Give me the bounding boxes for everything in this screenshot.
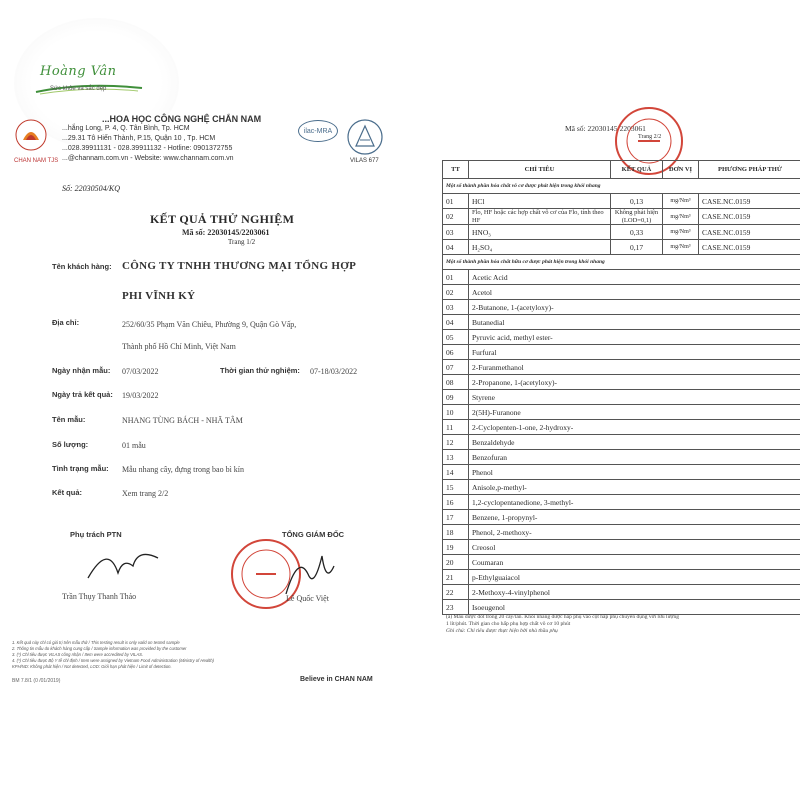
page-number-page2: Trang 2/2 (638, 134, 662, 140)
table-row: 15 Anisole,p-methyl- (443, 480, 800, 495)
header-result: KẾT QUẢ (611, 161, 663, 179)
lab-branch: ...29.31 Tô Hiến Thành, P.15, Quận 10 , Tp. HCM (62, 135, 216, 142)
sample-label: Tên mẫu: (52, 415, 86, 424)
lab-logo-label: CHAN NAM TJS (14, 158, 59, 164)
lab-web: ...@channam.com.vn - Website: www.channam.com.vn (62, 155, 234, 162)
ptn-signature-icon (78, 538, 168, 588)
returned-date: 19/03/2022 (122, 391, 159, 400)
director-label: TỔNG GIÁM ĐỐC (282, 530, 345, 539)
result-value: Xem trang 2/2 (122, 489, 169, 498)
returned-label: Ngày trả kết quả: (52, 390, 113, 399)
header-method: PHƯƠNG PHÁP THỬ (699, 161, 800, 179)
result-label: Kết quả: (52, 488, 82, 497)
address-line2: Thành phố Hồ Chí Minh, Việt Nam (122, 342, 236, 351)
table-row: 09 Styrene (443, 390, 800, 405)
brand-name: Hoàng Vân (40, 64, 117, 79)
table-row: 12 Benzaldehyde (443, 435, 800, 450)
address-label: Địa chỉ: (52, 318, 80, 327)
lab-header (62, 114, 261, 164)
header-tt: TT (443, 161, 469, 179)
test-period: 07-18/03/2022 (310, 367, 358, 376)
ptn-label: Phụ trách PTN (70, 530, 122, 539)
ilac-badge: ilac-MRA (298, 120, 338, 142)
lab-phones: ...028.39911131 - 028.39911132 - Hotline: 0901372755 (62, 145, 233, 152)
header-unit: ĐƠN VỊ (663, 161, 699, 179)
organic-rows (443, 270, 800, 615)
table-row: 07 2-Furanmethanol (443, 360, 800, 375)
section-inorganic: Một số thành phần hóa chất vô cơ được phát hiện trong khói nhang (443, 179, 800, 194)
table-row: 02 Flo, HF hoặc các hợp chất vô cơ của Flo, tính theo HF Không phát hiện (LOD=0,1) mg/Nm³ CASE.NC.0159 (443, 209, 800, 225)
section-organic: Một số thành phần hóa chất hữu cơ được phát hiện trong khói nhang (443, 255, 800, 270)
table-row: 14 Phenol (443, 465, 800, 480)
received-label: Ngày nhận mẫu: (52, 366, 111, 375)
table-row: 20 Coumaran (443, 555, 800, 570)
page-number: Trang 1/2 (228, 238, 256, 246)
quantity-label: Số lượng: (52, 440, 89, 449)
report-code-page2: Mã số: 22030145/2203061 (565, 124, 646, 133)
table-row: 01 Acetic Acid (443, 270, 800, 285)
table-row: 22 2-Methoxy-4-vinylphenol (443, 585, 800, 600)
table-row: 03 2-Butanone, 1-(acetyloxy)- (443, 300, 800, 315)
sample-state: Mẫu nhang cây, đựng trong bao bì kín (122, 465, 245, 474)
table-row: 08 2-Propanone, 1-(acetyloxy)- (443, 375, 800, 390)
table-row: 19 Creosol (443, 540, 800, 555)
table-row: 21 p-Ethylguaiacol (443, 570, 800, 585)
table-row: 23 Isoeugenol (443, 600, 800, 615)
note-1: (a) Mẫu được đốt trong 20 cây/lần. Khói nhang được hấp phụ vào cột hấp phụ chuyên dụng với lưu lượng (446, 614, 679, 620)
address-line1: 252/60/35 Phạm Văn Chiêu, Phường 9, Quận Gò Vấp, (122, 320, 297, 329)
note-3: Ghi chú: Chỉ tiêu được thực hiện bởi nhà thầu phụ (446, 628, 558, 634)
customer-name-line2: PHI VĨNH KÝ (122, 290, 196, 302)
note-2: 1 lít/phút. Thời gian cho hấp phụ hợp chất vô cơ 10 phút (446, 621, 571, 627)
header-criteria: CHỈ TIÊU (469, 161, 611, 179)
table-row: 18 Phenol, 2-methoxy- (443, 525, 800, 540)
table-row: 04 H₂SO₄ 0,17 mg/Nm³ CASE.NC.0159 (443, 240, 800, 255)
table-row: 01 HCl 0,13 mg/Nm³ CASE.NC.0159 (443, 194, 800, 209)
page-title: KẾT QUẢ THỬ NGHIỆM (150, 212, 295, 226)
footnotes: 1. Kết quả này chỉ có giá trị trên mẫu thử / This testing result is only valid on tested sample 2. Thông tin mẫu do khách hàng cung cấp / Sample information was provided by the customer 3. (*) Chỉ tiêu được VILAS công nhận / Item were accredited by VILAS. 4. (*) Chỉ tiêu được Bộ Y tế chỉ định / Item were assigned by Vietnam Food Administration (Ministry of Health) KPH/ND: Không phát hiện / Not detected, LOD: Giới hạn phát hiện / Limit of detection. (12, 640, 214, 669)
footer-slogan: Believe in CHAN NAM (300, 676, 373, 683)
chan-nam-logo-icon (14, 118, 48, 152)
customer-name-line1: CÔNG TY TNHH THƯƠNG MẠI TỔNG HỢP (122, 260, 357, 272)
table-row: 02 Acetol (443, 285, 800, 300)
customer-label: Tên khách hàng: (52, 262, 112, 271)
received-date: 07/03/2022 (122, 367, 159, 376)
ptn-name: Trần Thụy Thanh Thảo (62, 592, 137, 601)
report-code: Mã số: 22030145/2203061 (182, 228, 270, 237)
table-row: 17 Benzene, 1-propynyl- (443, 510, 800, 525)
table-row: 06 Furfural (443, 345, 800, 360)
vilas-badge-icon (346, 118, 384, 156)
table-notes (446, 614, 798, 635)
table-row: 10 2(5H)-Furanone (443, 405, 800, 420)
results-table (442, 160, 800, 615)
table-row: 03 HNO₃ 0,33 mg/Nm³ CASE.NC.0159 (443, 225, 800, 240)
quantity-value: 01 mẫu (122, 441, 146, 450)
table-row: 16 1,2-cyclopentanedione, 3-methyl- (443, 495, 800, 510)
lab-name: ...HOA HỌC CÔNG NGHỆ CHẮN NAM (102, 114, 262, 124)
report-number: Số: 22030504/KQ (62, 184, 120, 193)
director-name: Lê Quốc Việt (286, 594, 329, 603)
table-row: 04 Butanedial (443, 315, 800, 330)
table-row: 05 Pyruvic acid, methyl ester- (443, 330, 800, 345)
table-row: 11 2-Cyclopenten-1-one, 2-hydroxy- (443, 420, 800, 435)
vilas-label: VILAS 677 (350, 158, 379, 164)
test-period-label: Thời gian thử nghiệm: (220, 366, 300, 375)
brand-tagline: Sức khỏe và sắc đẹp (50, 86, 107, 92)
table-row: 13 Benzofuran (443, 450, 800, 465)
lab-address: ...hắng Long, P. 4, Q. Tân Bình, Tp. HCM (62, 125, 190, 132)
form-code: BM 7.8/1 (0 /01/2019) (12, 678, 61, 684)
sample-name: NHANG TÙNG BÁCH - NHÃ TÂM (122, 416, 243, 425)
sample-state-label: Tình trạng mẫu: (52, 464, 109, 473)
